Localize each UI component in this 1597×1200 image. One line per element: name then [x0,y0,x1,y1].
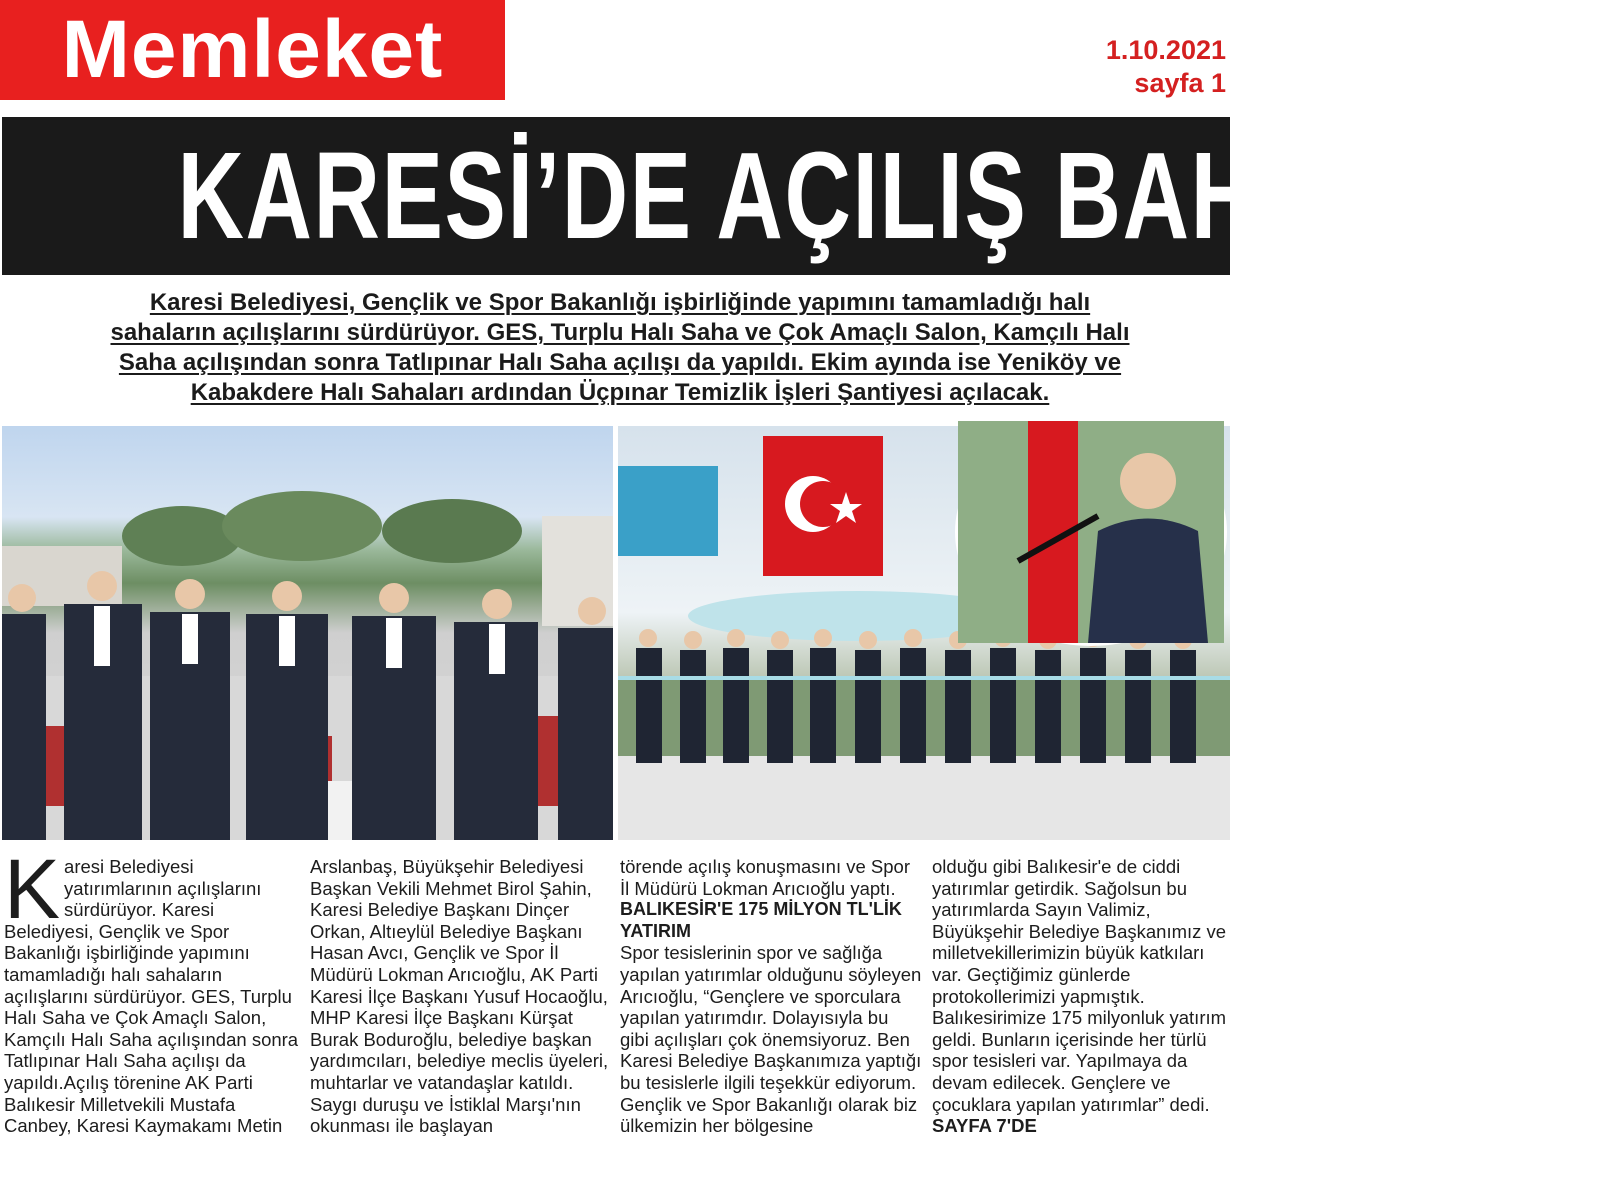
date-block [1106,34,1226,100]
ceremony-photo-left [2,426,613,840]
article-column-1 [4,842,306,1196]
article-column-3 [620,856,922,1196]
continued-on-page: SAYFA 7'DE [932,1115,1037,1137]
page-number: sayfa 1 [1134,68,1226,98]
column-text: Arslanbaş, Büyükşehir Belediyesi Başkan Vekili Mehmet Birol Şahin, Karesi Belediye Başkanı Dinçer Orkan, Altıeylül Belediye Başkanı Hasan Avcı, Gençlik ve Spor İl Müdürü Lokman Arıcıoğlu, AK Parti Karesi İlçe Başkanı Yusuf Hocaoğlu, MHP Karesi İlçe Başkanı Kürşat Burak Boduroğlu, belediye başkan yardımcıları, belediye meclis üyeleri, muhtarlar ve vatandaşlar katıldı. Saygı duruşu ve İstiklal Marşı'nın okunması ile başlayan [310,856,609,1137]
speaker-inset-photo [955,418,1227,646]
summary-line: Saha açılışından sonra Tatlıpınar Halı Saha açılışı da yapıldı. Ekim ayında ise Yeniköy ve [118,349,1122,376]
headline-text: KARESİ’DE AÇILIŞ BAHARI [177,126,1422,266]
summary-line: Kabakdere Halı Sahaları ardından Üçpınar Temizlik İşleri Şantiyesi açılacak. [190,379,1050,406]
speaker-illustration [958,421,1224,643]
article-body [4,842,1230,1196]
headline-banner [2,117,1422,275]
column-text: törende açılış konuşmasını ve Spor İl Müdürü Lokman Arıcıoğlu yaptı. [620,856,910,899]
summary-line: Karesi Belediyesi, Gençlik ve Spor Bakanlığı işbirliğinde yapımını tamamladığı halı [149,289,1091,316]
column-text: aresi Belediyesi yatırımlarının açılışlarını sürdürüyor. Karesi Belediyesi, Gençlik ve Spor Bakanlığı işbirliğinde yapımını tamamladığı halı sahaların açılışlarını sürdürüyor. GES, Turplu Halı Saha ve Çok Amaçlı Salon, Kamçılı Halı Saha açılışından sonra Tatlıpınar Halı Saha açılışı da yapıldı.Açılış törenine AK Parti Balıkesir Milletvekili Mustafa Canbey, Karesi Kaymakamı Metin [4,856,299,1137]
column-text: olduğu gibi Balıkesir'e de ciddi yatırımlar getirdik. Sağolsun bu yatırımlarda Sayın Valimiz, Büyükşehir Belediye Başkanımız ve milletvekillerimizin büyük katkıları var. Geçtiğimiz günlerde protokollerimizi yapmıştık. Balıkesirimize 175 milyonluk yatırım geldi. Bunların içerisinde her türlü spor tesisleri var. Yapılmaya da devam edilecek. Gençlere ve çocuklara yapılan yatırımlar” dedi. [932,856,1227,1115]
section-subhead: BALIKESİR'E 175 MİLYON TL'LİK YATIRIM [620,899,902,941]
issue-date: 1.10.2021 [1105,35,1226,65]
article-summary [10,288,1230,408]
column-text: Spor tesislerinin spor ve sağlığa yapılan yatırımlar olduğunu söyleyen Arıcıoğlu, “Gençlere ve sporculara yapılan yatırımdır. Dolayısıyla bu gibi açılışları çok önemsiyoruz. Ben Karesi Belediye Başkanımıza yaptığı bu tesislerle ilgili teşekkür ediyorum. Gençlik ve Spor Bakanlığı olarak biz ülkemizin her bölgesine [620,942,922,1137]
dropcap: K [4,842,61,936]
summary-line: sahaların açılışlarını sürdürüyor. GES, Turplu Halı Saha ve Çok Amaçlı Salon, Kamçılı Halı [110,319,1130,346]
article-column-2 [310,856,612,1196]
ceremony-crowd-illustration [2,426,613,840]
article-column-4 [932,856,1234,1196]
masthead-logo: Memleket [0,0,505,100]
